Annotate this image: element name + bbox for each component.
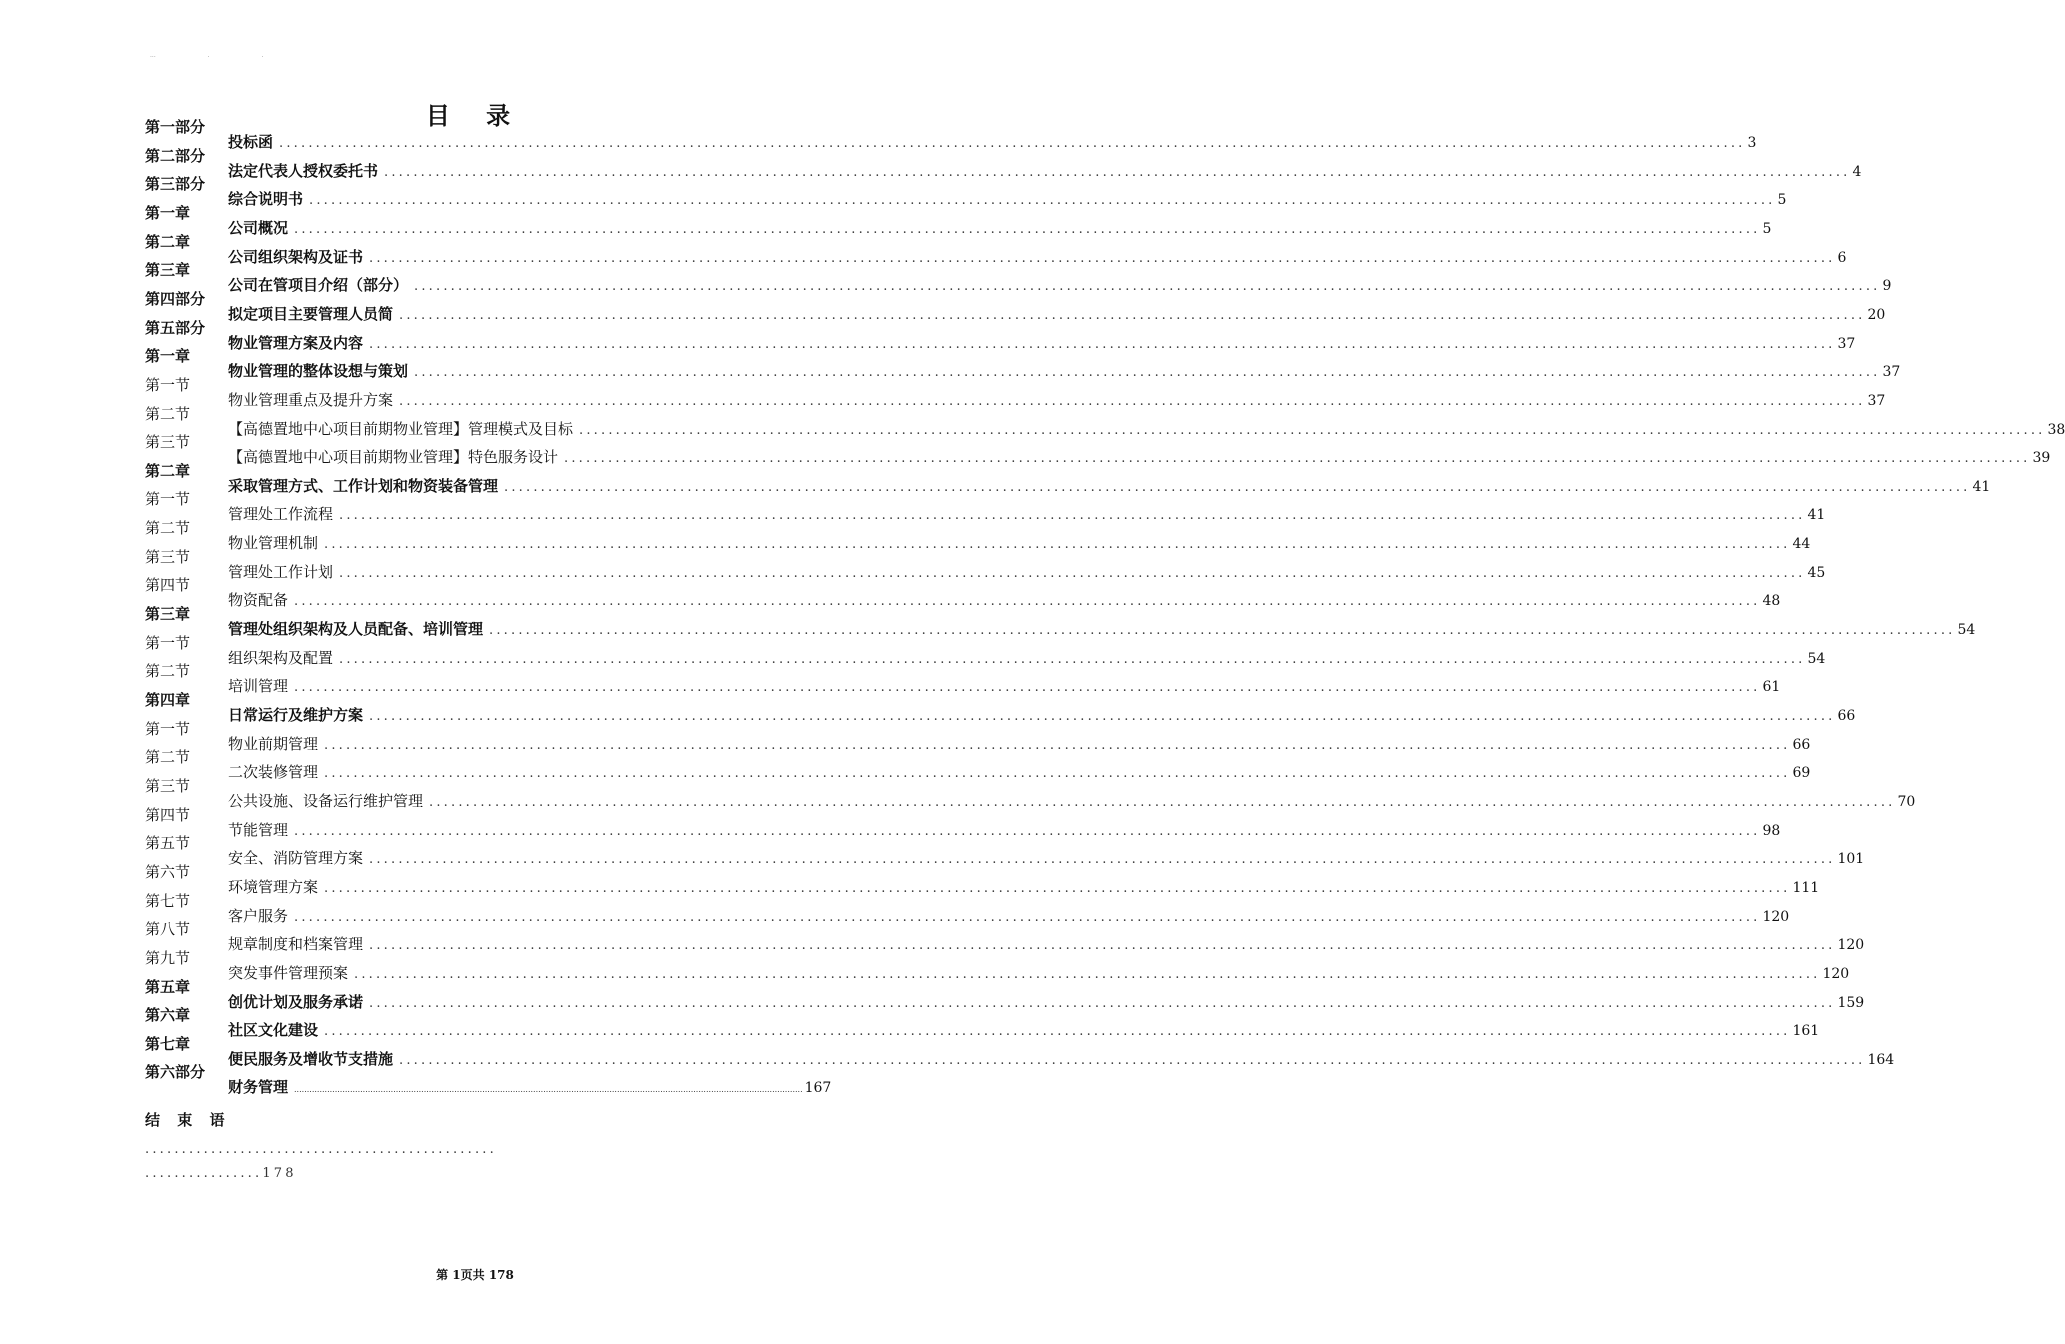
toc-page-number: 3 (1747, 135, 1757, 151)
toc-page-number: 41 (1807, 507, 1826, 524)
toc-page-number: 66 (1792, 736, 1811, 753)
toc-dot-leader: ........................................................................................................................................................................................................ (294, 221, 1761, 237)
toc-entry[interactable] (228, 360, 1901, 382)
toc-dot-leader: ........................................................................................................................................................................................................ (369, 938, 1836, 954)
section-label: 第一节 (145, 719, 191, 738)
toc-dot-leader: ........................................................................................................................................................................................................ (309, 193, 1776, 209)
section-label: 第六章 (145, 1006, 191, 1025)
section-label: 第九节 (145, 948, 191, 967)
toc-page-number: 159 (1837, 994, 1865, 1011)
toc-entry[interactable] (228, 217, 1772, 239)
toc-entry-title: 物业管理机制 (228, 534, 319, 553)
section-label: 第二节 (145, 748, 191, 767)
toc-page-number: 9 (1882, 278, 1892, 295)
toc-entry[interactable] (228, 905, 1790, 927)
section-label: 第四节 (145, 576, 191, 595)
toc-entry-title: 物资配备 (228, 591, 289, 610)
section-label: 第三节 (145, 433, 191, 452)
section-label: 第六部分 (145, 1063, 206, 1082)
toc-dot-leader: ........................................................................................................................................................................................................ (279, 136, 1746, 151)
toc-entry-title: 公司概况 (228, 218, 289, 237)
toc-entry[interactable] (228, 704, 1856, 726)
toc-entry[interactable] (228, 991, 1865, 1013)
toc-entry[interactable] (228, 532, 1811, 554)
toc-page-number: 61 (1762, 679, 1781, 696)
toc-page-number: 120 (1837, 937, 1865, 954)
section-label: 第六节 (145, 862, 191, 881)
toc-entry[interactable] (228, 819, 1781, 841)
toc-dot-leader: ........................................................................................................................................................................................................ (354, 966, 1821, 982)
toc-dot-leader: ........................................................................................................................................................................................................ (294, 1085, 803, 1095)
toc-page-number: 54 (1807, 650, 1826, 667)
toc-entry-title: 投标函 (228, 133, 274, 151)
toc-entry-title: 【高德置地中心项目前期物业管理】特色服务设计 (228, 448, 559, 467)
toc-entry-title: 二次装修管理 (228, 763, 319, 782)
section-label: 第一章 (145, 203, 191, 222)
toc-page-number: 48 (1762, 593, 1781, 610)
toc-entry[interactable] (228, 131, 1757, 153)
section-label: 第三节 (145, 547, 191, 566)
toc-entry-title: 公共设施、设备运行维护管理 (228, 791, 424, 810)
toc-dot-leader: ........................................................................................................................................................................................................ (414, 279, 1881, 295)
toc-entry-title: 组织架构及配置 (228, 648, 334, 667)
toc-dot-leader: ........................................................................................................................................................................................................ (339, 508, 1806, 524)
page-title: 目 录 (425, 101, 525, 130)
section-label: 第二节 (145, 662, 191, 681)
section-label: 第二节 (145, 404, 191, 423)
toc-page-number: 66 (1837, 708, 1856, 724)
toc-entry-title: 安全、消防管理方案 (228, 849, 364, 868)
toc-page-number: 4 (1852, 163, 1862, 180)
section-label: 第三章 (145, 261, 191, 280)
toc-page-number: 45 (1807, 564, 1826, 581)
toc-dot-leader: ........................................................................................................................................................................................................ (294, 680, 1761, 696)
toc-entry-title: 管理处工作计划 (228, 562, 334, 581)
toc-page-number: 44 (1792, 536, 1811, 553)
toc-entry[interactable] (228, 303, 1886, 325)
section-label: 第二章 (145, 461, 191, 480)
section-label: 第七节 (145, 891, 191, 910)
toc-entry-title: 采取管理方式、工作计划和物资装备管理 (228, 476, 499, 495)
toc-dot-leader: ........................................................................................................................................................................................................ (414, 365, 1881, 381)
section-label: 第三节 (145, 776, 191, 795)
toc-entry[interactable] (228, 160, 1862, 182)
section-label: 第一节 (145, 375, 191, 394)
section-label: 第七章 (145, 1034, 191, 1053)
toc-dot-leader: ........................................................................................................................................................................................................ (294, 594, 1761, 610)
header-mark: . (207, 52, 210, 59)
toc-entry[interactable] (228, 475, 1991, 497)
section-label: 第三章 (145, 605, 191, 624)
toc-entry-title: 法定代表人授权委托书 (228, 161, 379, 180)
toc-entry[interactable] (228, 962, 1850, 984)
toc-entry[interactable] (228, 1076, 832, 1098)
toc-dot-leader: ........................................................................................................................................................................................................ (294, 823, 1761, 839)
page-footer: 第 1页共 178 (436, 1268, 514, 1282)
toc-page-number: 120 (1762, 908, 1790, 925)
toc-entry-title: 创优计划及服务承诺 (228, 992, 364, 1011)
toc-entry-title: 管理处工作流程 (228, 505, 334, 524)
toc-entry-title: 物业管理的整体设想与策划 (228, 362, 409, 381)
toc-entry-title: 节能管理 (228, 820, 289, 839)
toc-entry-title: 突发事件管理预案 (228, 963, 349, 982)
section-label: 第四部分 (145, 289, 206, 308)
toc-dot-leader: ........................................................................................................................................................................................................ (339, 651, 1806, 667)
toc-dot-leader: ........................................................................................................................................................................................................ (369, 709, 1836, 724)
header-mark: . (261, 52, 264, 59)
section-label: 第一节 (145, 490, 191, 509)
section-label: 第五部分 (145, 318, 206, 337)
toc-dot-leader: ........................................................................................................................................................................................................ (429, 794, 1896, 810)
toc-entry[interactable] (228, 1019, 1820, 1041)
toc-page-number: 54 (1957, 622, 1976, 639)
toc-entry[interactable] (228, 790, 1916, 812)
header-mark: ... (150, 52, 156, 59)
toc-entry[interactable] (228, 1048, 1895, 1070)
toc-dot-leader: ........................................................................................................................................................................................................ (324, 737, 1791, 753)
toc-dot-leader: ........................................................................................................................................................................................................ (399, 307, 1866, 323)
toc-entry[interactable] (228, 618, 1976, 640)
toc-entry[interactable] (228, 561, 1826, 583)
toc-entry-title: 培训管理 (228, 677, 289, 696)
toc-entry-title: 社区文化建设 (228, 1021, 319, 1040)
section-label: 第一章 (145, 347, 191, 366)
toc-entry-title: 环境管理方案 (228, 877, 319, 896)
toc-entry[interactable] (228, 389, 1886, 411)
toc-page-number: 161 (1792, 1023, 1820, 1040)
closing-page-line: ................178 (145, 1166, 297, 1181)
toc-page-number: 120 (1822, 965, 1850, 982)
toc-page-number: 39 (2032, 450, 2051, 467)
section-label: 第二章 (145, 232, 191, 251)
toc-entry-title: 规章制度和档案管理 (228, 935, 364, 954)
toc-dot-leader: ........................................................................................................................................................................................................ (324, 537, 1791, 553)
toc-page-number: 70 (1897, 793, 1916, 810)
section-label: 第五节 (145, 834, 191, 853)
toc-dot-leader: ........................................................................................................................................................................................................ (399, 393, 1866, 409)
toc-dot-leader: ........................................................................................................................................................................................................ (294, 909, 1761, 925)
toc-entry[interactable] (228, 188, 1787, 210)
toc-page-number: 6 (1837, 249, 1847, 266)
toc-dot-leader: ........................................................................................................................................................................................................ (324, 766, 1791, 782)
toc-entry-title: 综合说明书 (228, 190, 304, 209)
toc-entry[interactable] (228, 332, 1856, 354)
toc-page-number: 101 (1837, 851, 1865, 868)
section-label: 第二节 (145, 519, 191, 538)
toc-page-number: 37 (1837, 335, 1856, 352)
toc-entry-title: 日常运行及维护方案 (228, 706, 364, 724)
toc-dot-leader: ........................................................................................................................................................................................................ (324, 880, 1791, 896)
toc-page-number: 41 (1972, 478, 1991, 495)
toc-page-number: 98 (1762, 822, 1781, 839)
toc-dot-leader: ........................................................................................................................................................................................................ (384, 164, 1851, 180)
toc-page-number: 38 (2047, 421, 2065, 438)
toc-page-number: 20 (1867, 306, 1886, 323)
toc-entry-title: 便民服务及增收节支措施 (228, 1049, 394, 1068)
toc-page-number: 37 (1882, 364, 1901, 381)
toc-entry-title: 拟定项目主要管理人员简 (228, 304, 394, 323)
section-label: 第四节 (145, 805, 191, 824)
toc-dot-leader: ........................................................................................................................................................................................................ (369, 250, 1836, 266)
section-label: 第五章 (145, 977, 191, 996)
toc-page-number: 37 (1867, 392, 1886, 409)
toc-page-number: 5 (1777, 192, 1787, 209)
toc-dot-leader: ........................................................................................................................................................................................................ (369, 995, 1836, 1011)
toc-page-number: 5 (1762, 220, 1772, 237)
toc-entry[interactable] (228, 274, 1892, 296)
toc-entry[interactable] (228, 761, 1811, 783)
section-label: 第一节 (145, 633, 191, 652)
toc-dot-leader: ........................................................................................................................................................................................................ (369, 852, 1836, 868)
toc-entry-title: 管理处组织架构及人员配备、培训管理 (228, 620, 484, 639)
toc-entry-title: 公司在管项目介绍（部分） (228, 276, 409, 295)
toc-entry-title: 物业管理重点及提升方案 (228, 390, 394, 409)
toc-entry[interactable] (228, 246, 1847, 268)
section-label: 第二部分 (145, 146, 206, 165)
toc-entry[interactable] (228, 933, 1865, 955)
header-marks (150, 46, 313, 66)
toc-page-number: 69 (1792, 765, 1811, 782)
toc-entry[interactable] (228, 446, 2051, 468)
toc-entry[interactable] (228, 847, 1865, 869)
toc-dot-leader: ........................................................................................................................................................................................................ (489, 623, 1956, 639)
toc-entry[interactable] (228, 733, 1811, 755)
toc-entry-title: 公司组织架构及证书 (228, 247, 364, 266)
toc-entry-title: 客户服务 (228, 906, 289, 925)
closing-leader-line: ................................................ (145, 1142, 497, 1157)
toc-entry[interactable] (228, 503, 1826, 525)
toc-entry[interactable] (228, 418, 2065, 440)
toc-entry-title: 财务管理 (228, 1078, 289, 1097)
toc-entry[interactable] (228, 876, 1820, 898)
closing-title: 结 束 语 (145, 1111, 231, 1129)
toc-page-number: 111 (1792, 879, 1820, 896)
toc-page-number: 167 (804, 1080, 832, 1097)
section-label: 第一部分 (145, 118, 206, 136)
toc-dot-leader: ........................................................................................................................................................................................................ (564, 451, 2031, 467)
section-label: 第四章 (145, 691, 191, 709)
toc-dot-leader: ........................................................................................................................................................................................................ (324, 1024, 1791, 1040)
section-label: 第八节 (145, 920, 191, 939)
toc-dot-leader: ........................................................................................................................................................................................................ (369, 336, 1836, 352)
toc-entry-title: 物业管理方案及内容 (228, 333, 364, 352)
toc-entry[interactable] (228, 647, 1826, 669)
toc-page-number: 164 (1867, 1051, 1895, 1068)
toc-dot-leader: ........................................................................................................................................................................................................ (579, 422, 2046, 438)
toc-dot-leader: ........................................................................................................................................................................................................ (504, 479, 1971, 495)
toc-entry[interactable] (228, 589, 1781, 611)
toc-entry[interactable] (228, 675, 1781, 697)
toc-dot-leader: ........................................................................................................................................................................................................ (339, 565, 1806, 581)
section-label: 第三部分 (145, 175, 206, 194)
toc-dot-leader: ........................................................................................................................................................................................................ (399, 1052, 1866, 1068)
toc-entry-title: 物业前期管理 (228, 734, 319, 753)
toc-entry-title: 【高德置地中心项目前期物业管理】管理模式及目标 (228, 419, 574, 438)
